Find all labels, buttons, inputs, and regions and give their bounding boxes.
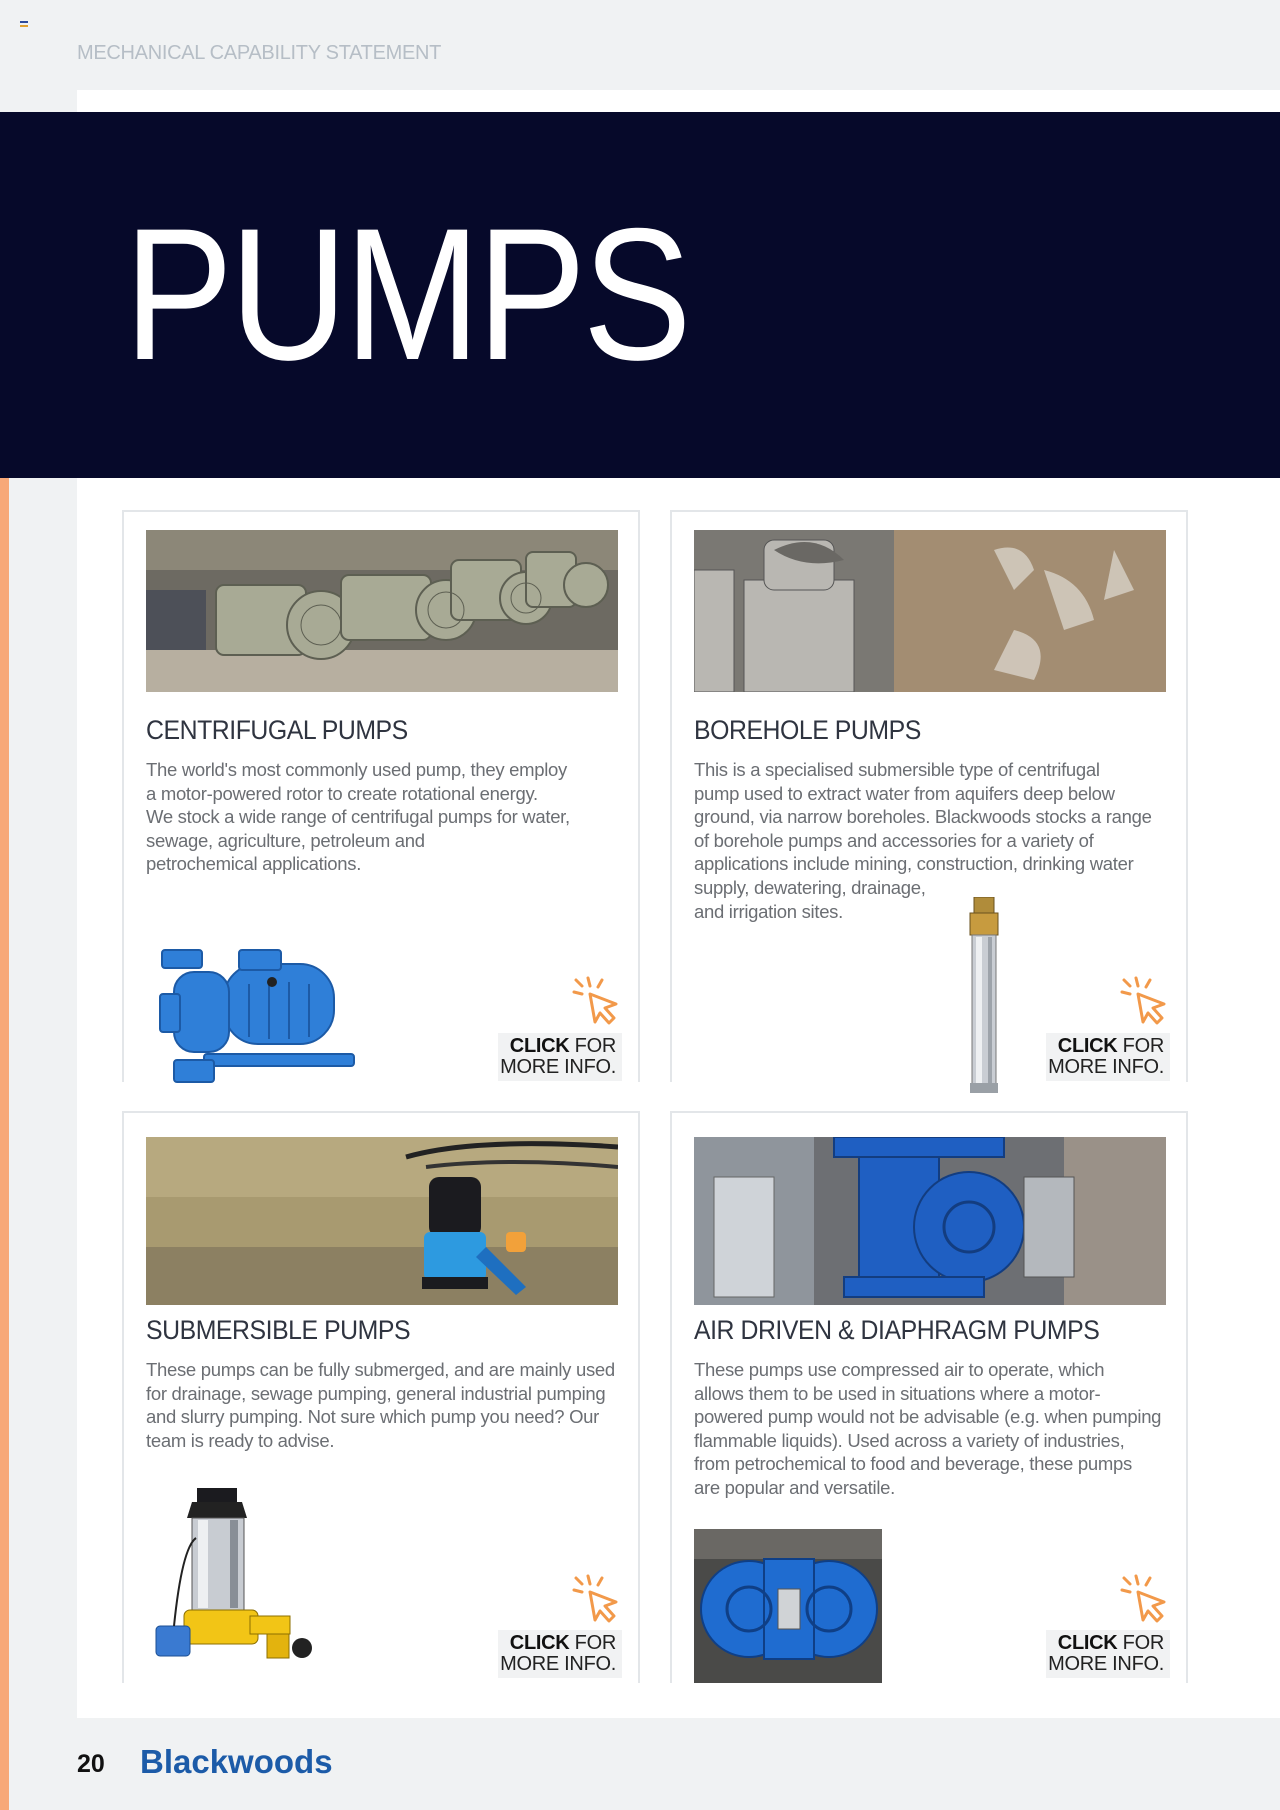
click-icon[interactable] (1118, 1572, 1170, 1624)
submersible-pump-image (152, 1488, 322, 1674)
cta-for: FOR (1122, 1632, 1164, 1654)
cta-click: CLICK (509, 1035, 570, 1057)
card-air-driven-diaphragm-pumps (670, 1111, 1188, 1683)
document-header: MECHANICAL CAPABILITY STATEMENT (77, 42, 442, 64)
cta-more-info: MORE INFO. (1048, 1056, 1164, 1078)
card-centrifugal-pumps (122, 510, 640, 1082)
card-submersible-pumps (122, 1111, 640, 1683)
card-title: BOREHOLE PUMPS (694, 715, 921, 745)
hero-title: PUMPS (124, 189, 689, 399)
more-info-button[interactable] (1046, 1630, 1170, 1678)
cta-click: CLICK (509, 1632, 570, 1654)
menu-icon[interactable] (20, 21, 28, 27)
card-description: These pumps use compressed air to operate, which allows them to be used in situations where a motor- powered pump would not be advisable (e.g. when pumping flammable liquids). Used across a variety of industries, from petrochemical to food and beverage, these pumps are popular and versatile. (694, 1359, 1162, 1498)
cta-for: FOR (1122, 1035, 1164, 1057)
brand-logo[interactable]: Blackwoods (140, 1743, 333, 1780)
click-icon[interactable] (570, 974, 622, 1026)
card-description: The world's most commonly used pump, they employ a motor-powered rotor to create rotational energy. We stock a wide range of centrifugal pumps for water, sewage, agriculture, petroleum and petrochemical applications. (146, 759, 570, 875)
submersible-photo (146, 1137, 618, 1305)
card-description: These pumps can be fully submerged, and are mainly used for drainage, sewage pumping, general industrial pumping and slurry pumping. Not sure which pump you need? Our team is ready to advise. (146, 1359, 615, 1451)
cta-for: FOR (574, 1035, 616, 1057)
borehole-pump-image (964, 897, 1004, 1093)
borehole-photo (694, 530, 1166, 692)
accent-bar (0, 478, 9, 1810)
more-info-button[interactable] (498, 1630, 622, 1678)
card-title: AIR DRIVEN & DIAPHRAGM PUMPS (694, 1315, 1100, 1345)
cta-for: FOR (574, 1632, 616, 1654)
diaphragm-photo (694, 1137, 1166, 1305)
click-icon[interactable] (1118, 974, 1170, 1026)
more-info-button[interactable] (1046, 1033, 1170, 1081)
cta-more-info: MORE INFO. (1048, 1653, 1164, 1675)
more-info-button[interactable] (498, 1033, 622, 1081)
cta-more-info: MORE INFO. (500, 1653, 616, 1675)
page-number: 20 (77, 1750, 105, 1778)
cta-click: CLICK (1057, 1632, 1118, 1654)
card-description: This is a specialised submersible type of centrifugal pump used to extract water from aquifers deep below ground, via narrow boreholes. Blackwoods stocks a range of borehole pumps and accessories for a variety of applications include mining, construction, drinking water supply, dewatering, drainage, and irrigation sites. (694, 759, 1152, 922)
click-icon[interactable] (570, 1572, 622, 1624)
card-title: SUBMERSIBLE PUMPS (146, 1315, 411, 1345)
card-borehole-pumps (670, 510, 1188, 1082)
diaphragm-pump-image (694, 1529, 882, 1683)
centrifugal-pump-image (154, 942, 359, 1090)
centrifugal-photo (146, 530, 618, 692)
cta-click: CLICK (1057, 1035, 1118, 1057)
card-title: CENTRIFUGAL PUMPS (146, 715, 408, 745)
cta-more-info: MORE INFO. (500, 1056, 616, 1078)
